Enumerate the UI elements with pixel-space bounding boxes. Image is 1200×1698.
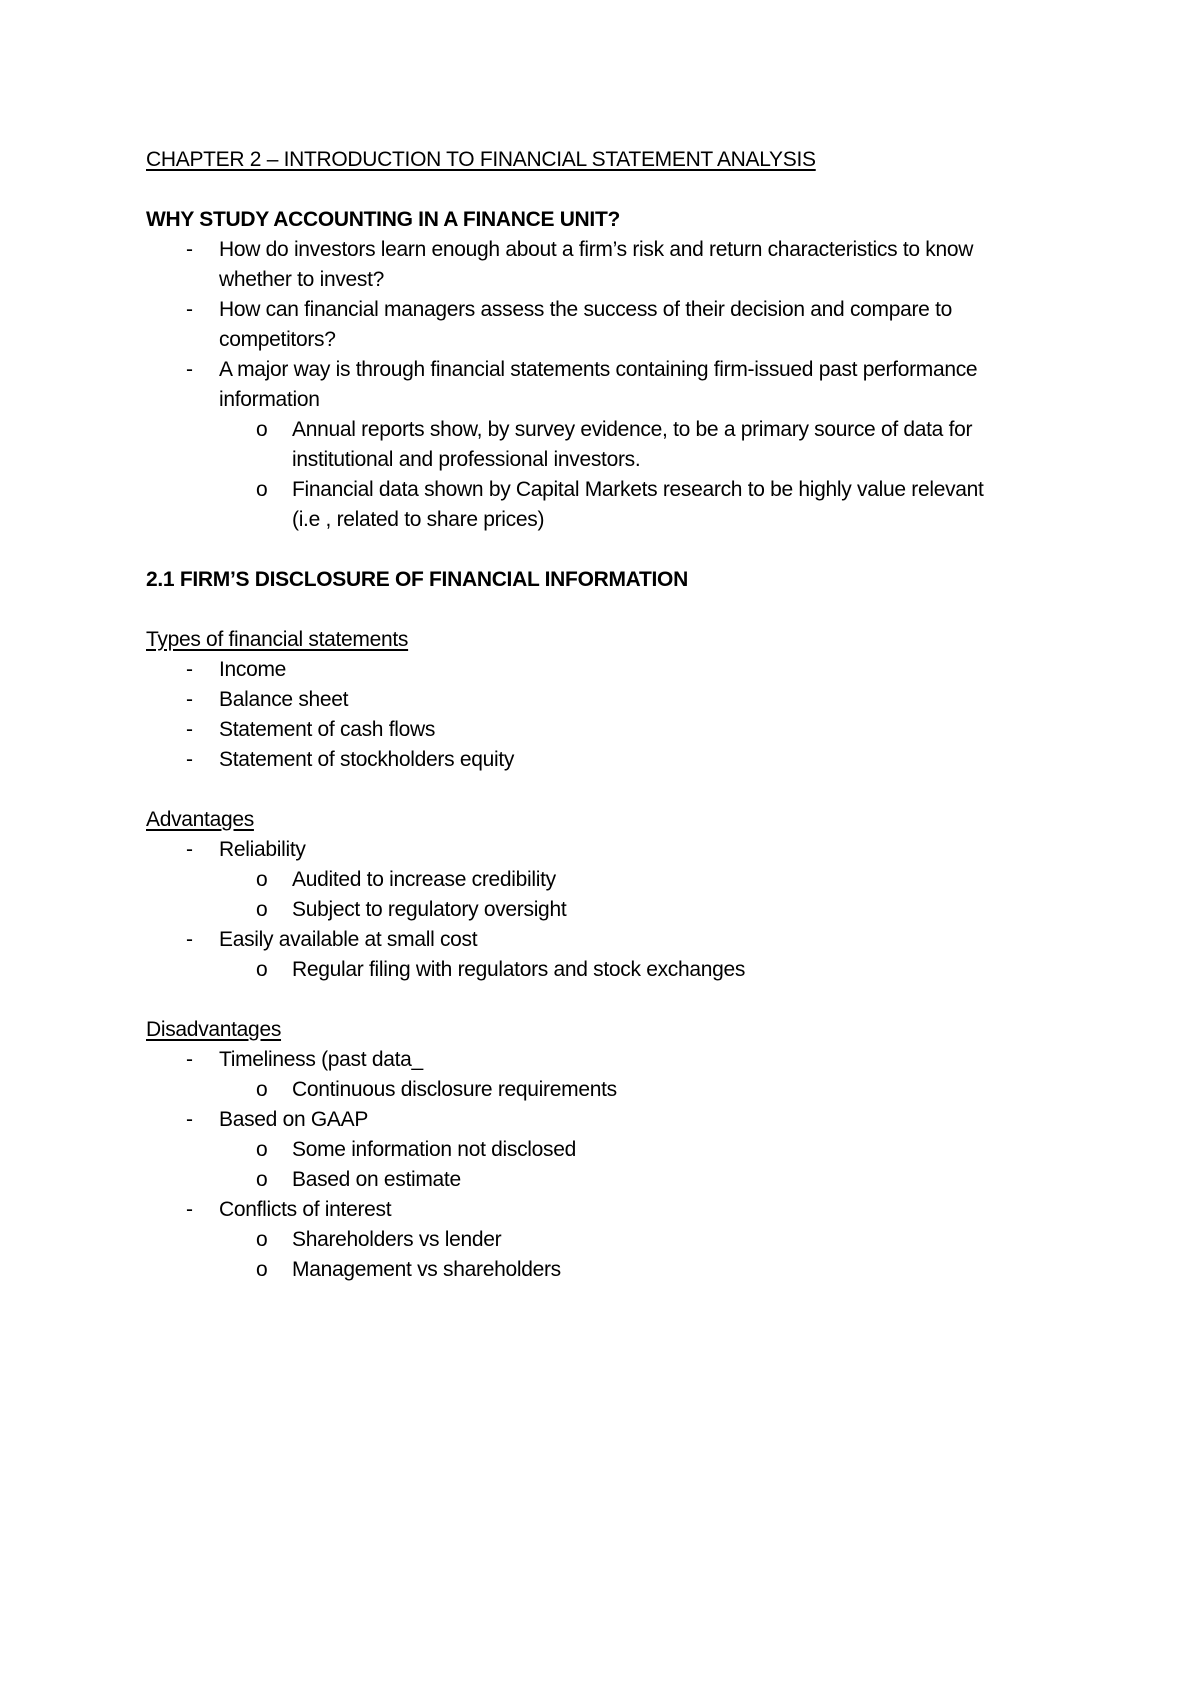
bullet-item xyxy=(146,1195,1076,1225)
bullet-item xyxy=(146,835,1076,865)
subheading-types: Types of financial statements xyxy=(146,628,409,651)
bullet-text: How can financial managers assess the success of their decision and compare to xyxy=(219,298,952,321)
bullet-text: Income xyxy=(219,658,287,681)
bullet-text: Based on GAAP xyxy=(219,1108,369,1131)
dash-bullet: - xyxy=(186,298,193,321)
sub-bullet-text: Continuous disclosure requirements xyxy=(292,1078,617,1101)
sub-bullet-item xyxy=(146,1135,1076,1165)
bullet-item xyxy=(146,715,1076,745)
bullet-item xyxy=(146,685,1076,715)
bullet-item xyxy=(146,655,1076,685)
circle-bullet: o xyxy=(256,898,268,921)
dash-bullet: - xyxy=(186,718,193,741)
bullet-text: A major way is through financial statements containing firm-issued past performance xyxy=(219,358,978,381)
bullet-text: Statement of stockholders equity xyxy=(219,748,515,771)
circle-bullet: o xyxy=(256,868,268,891)
sub-bullet-item xyxy=(146,415,1076,445)
sub-bullet-item xyxy=(146,1165,1076,1195)
circle-bullet: o xyxy=(256,1138,268,1161)
dash-bullet: - xyxy=(186,838,193,861)
sub-bullet-text: Some information not disclosed xyxy=(292,1138,576,1161)
sub-bullet-item xyxy=(146,1225,1076,1255)
bullet-item xyxy=(146,235,1076,265)
sub-bullet-item xyxy=(146,1255,1076,1285)
sub-bullet-text: Financial data shown by Capital Markets research to be highly value relevant xyxy=(292,478,984,501)
sub-bullet-text: Based on estimate xyxy=(292,1168,461,1191)
bullet-text: Statement of cash flows xyxy=(219,718,436,741)
bullet-item xyxy=(146,745,1076,775)
sub-bullet-text-continuation: (i.e , related to share prices) xyxy=(292,508,545,531)
circle-bullet: o xyxy=(256,958,268,981)
sub-bullet-item xyxy=(146,955,1076,985)
circle-bullet: o xyxy=(256,1258,268,1281)
bullet-item xyxy=(146,355,1076,385)
bullet-text: Reliability xyxy=(219,838,306,861)
circle-bullet: o xyxy=(256,1228,268,1251)
sub-bullet-text-continuation: institutional and professional investors. xyxy=(292,448,641,471)
bullet-text: Timeliness (past data_ xyxy=(219,1048,423,1071)
bullet-text: Easily available at small cost xyxy=(219,928,478,951)
bullet-item xyxy=(146,925,1076,955)
circle-bullet: o xyxy=(256,1168,268,1191)
sub-bullet-item xyxy=(146,865,1076,895)
subheading-advantages: Advantages xyxy=(146,808,254,831)
dash-bullet: - xyxy=(186,1108,193,1131)
dash-bullet: - xyxy=(186,238,193,261)
circle-bullet: o xyxy=(256,478,268,501)
circle-bullet: o xyxy=(256,1078,268,1101)
bullet-text-continuation: information xyxy=(219,388,320,411)
chapter-title: CHAPTER 2 – INTRODUCTION TO FINANCIAL STATEMENT ANALYSIS xyxy=(146,148,816,171)
section-heading-why-study: WHY STUDY ACCOUNTING IN A FINANCE UNIT? xyxy=(146,208,621,231)
dash-bullet: - xyxy=(186,1198,193,1221)
sub-bullet-item xyxy=(146,475,1076,505)
bullet-item xyxy=(146,1045,1076,1075)
sub-bullet-text: Shareholders vs lender xyxy=(292,1228,502,1251)
sub-bullet-text: Management vs shareholders xyxy=(292,1258,561,1281)
bullet-text: Balance sheet xyxy=(219,688,349,711)
sub-bullet-text: Audited to increase credibility xyxy=(292,868,556,891)
dash-bullet: - xyxy=(186,928,193,951)
dash-bullet: - xyxy=(186,748,193,771)
section-heading-disclosure: 2.1 FIRM’S DISCLOSURE OF FINANCIAL INFORMATION xyxy=(146,568,688,591)
sub-bullet-text: Regular filing with regulators and stock exchanges xyxy=(292,958,746,981)
bullet-text-continuation: whether to invest? xyxy=(219,268,385,291)
bullet-text: Conflicts of interest xyxy=(219,1198,392,1221)
sub-bullet-text: Annual reports show, by survey evidence, to be a primary source of data for xyxy=(292,418,973,441)
bullet-item xyxy=(146,1105,1076,1135)
dash-bullet: - xyxy=(186,358,193,381)
dash-bullet: - xyxy=(186,688,193,711)
bullet-text-continuation: competitors? xyxy=(219,328,336,351)
sub-bullet-item xyxy=(146,895,1076,925)
sub-bullet-item xyxy=(146,1075,1076,1105)
dash-bullet: - xyxy=(186,658,193,681)
sub-bullet-text: Subject to regulatory oversight xyxy=(292,898,567,921)
bullet-text: How do investors learn enough about a firm’s risk and return characteristics to know xyxy=(219,238,974,261)
document-body xyxy=(146,145,1076,1285)
subheading-disadvantages: Disadvantages xyxy=(146,1018,282,1041)
bullet-item xyxy=(146,295,1076,325)
dash-bullet: - xyxy=(186,1048,193,1071)
circle-bullet: o xyxy=(256,418,268,441)
